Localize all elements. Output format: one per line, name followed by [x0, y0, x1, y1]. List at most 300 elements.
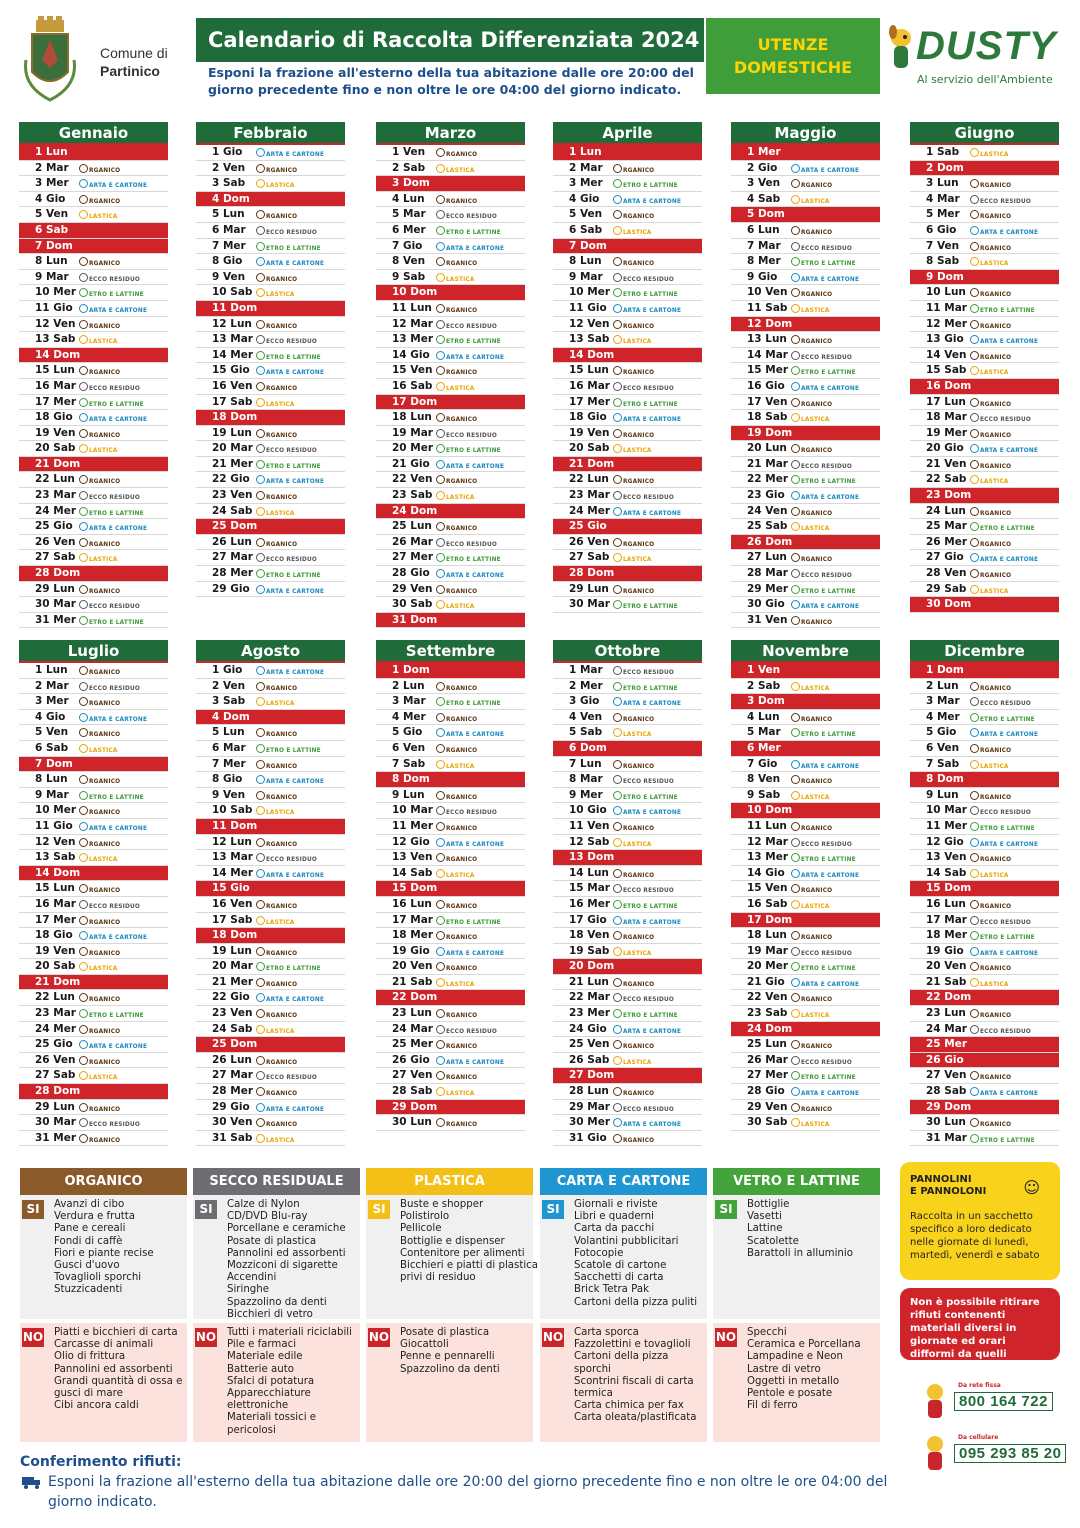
collection-tag: RGANICO: [79, 164, 120, 175]
day-label: 7 Gio: [392, 239, 423, 252]
collection-tag: RGANICO: [970, 1071, 1011, 1082]
day-label: 21 Mer: [212, 457, 254, 470]
day-row: [19, 519, 168, 535]
collection-tag: LASTICA: [256, 1134, 295, 1145]
day-row: [731, 332, 880, 348]
collection-tag: ETRO E LATTINE: [256, 569, 321, 580]
day-row: [731, 819, 880, 835]
day-label: 10 Dom: [747, 804, 793, 817]
collection-tag: RGANICO: [436, 1009, 477, 1020]
day-row: [376, 772, 525, 788]
si-badge: SI: [368, 1200, 390, 1219]
day-row: [731, 928, 880, 944]
collection-tag: RGANICO: [791, 822, 832, 833]
day-label: 3 Mer: [35, 177, 69, 190]
day-label: 27 Sab: [569, 551, 610, 564]
day-row: [19, 270, 168, 286]
day-label: 21 Dom: [35, 975, 81, 988]
day-row: [731, 161, 880, 177]
collection-tag: LASTICA: [970, 760, 1009, 771]
day-row: [196, 285, 345, 301]
collection-tag: LASTICA: [79, 744, 118, 755]
collection-tag: RGANICO: [436, 304, 477, 315]
day-label: 19 Gio: [392, 944, 430, 957]
day-label: 16 Mar: [569, 379, 610, 392]
day-row: [553, 694, 702, 710]
day-label: 12 Mar: [747, 835, 788, 848]
day-row: [553, 223, 702, 239]
day-row: [376, 1084, 525, 1100]
day-row: [553, 285, 702, 301]
day-label: 9 Gio: [747, 270, 778, 283]
day-label: 17 Sab: [212, 395, 253, 408]
day-label: 21 Gio: [392, 457, 430, 470]
day-label: 8 Lun: [35, 255, 68, 268]
collection-tag: RGANICO: [436, 744, 477, 755]
collection-tag: ETRO E LATTINE: [613, 600, 678, 611]
day-label: 2 Dom: [926, 161, 964, 174]
collection-tag: ECCO RESIDUO: [79, 900, 140, 911]
day-label: 26 Ven: [35, 1053, 76, 1066]
collection-tag: RGANICO: [436, 900, 477, 911]
day-label: 30 Sab: [392, 598, 433, 611]
collection-tag: ARTA E CARTONE: [256, 148, 324, 159]
collection-tag: ARTA E CARTONE: [613, 304, 681, 315]
collection-tag: RGANICO: [613, 978, 654, 989]
day-row: [196, 176, 345, 192]
day-row: [19, 317, 168, 333]
day-label: 23 Mar: [569, 489, 610, 502]
day-row: [19, 1100, 168, 1116]
day-label: 20 Ven: [392, 960, 433, 973]
day-label: 7 Dom: [35, 239, 73, 252]
collection-tag: LASTICA: [436, 978, 475, 989]
day-row: [553, 1100, 702, 1116]
day-row: [19, 819, 168, 835]
legend-no: [20, 1323, 187, 1442]
day-row: [553, 426, 702, 442]
day-row: [731, 881, 880, 897]
day-label: 16 Sab: [747, 897, 788, 910]
day-row: [196, 710, 345, 726]
day-label: 29 Ven: [392, 582, 433, 595]
day-label: 5 Ven: [35, 726, 69, 739]
day-row: [196, 959, 345, 975]
day-label: 1 Lun: [35, 664, 68, 676]
day-label: 19 Mar: [747, 944, 788, 957]
day-row: [553, 254, 702, 270]
day-row: [553, 803, 702, 819]
collection-tag: ETRO E LATTINE: [970, 522, 1035, 533]
day-row: [910, 207, 1059, 223]
day-label: 28 Dom: [35, 567, 81, 580]
day-row: [19, 741, 168, 757]
day-label: 10 Mar: [926, 804, 967, 817]
collection-tag: ECCO RESIDUO: [436, 806, 497, 817]
day-row: [19, 1037, 168, 1053]
phone-landline-label: Da rete fissa: [958, 1382, 1001, 1389]
collection-tag: RGANICO: [970, 179, 1011, 190]
collection-tag: RGANICO: [79, 728, 120, 739]
collection-tag: ARTA E CARTONE: [791, 273, 859, 284]
day-label: 17 Dom: [392, 395, 438, 408]
day-label: 30 Lun: [926, 1116, 966, 1129]
day-label: 30 Dom: [926, 598, 972, 611]
day-label: 22 Gio: [212, 473, 250, 486]
collection-tag: ETRO E LATTINE: [79, 791, 144, 802]
day-row: [196, 317, 345, 333]
day-label: 12 Ven: [35, 317, 76, 330]
day-label: 14 Sab: [392, 866, 433, 879]
day-label: 7 Dom: [35, 757, 73, 770]
day-label: 23 Mer: [569, 1007, 611, 1020]
collection-tag: LASTICA: [436, 273, 475, 284]
day-label: 7 Sab: [392, 757, 426, 770]
day-row: [376, 239, 525, 255]
day-row: [910, 1115, 1059, 1131]
collection-tag: ECCO RESIDUO: [256, 553, 317, 564]
day-row: [910, 582, 1059, 598]
collection-tag: ARTA E CARTONE: [79, 713, 147, 724]
day-label: 3 Ven: [747, 177, 781, 190]
collection-tag: RGANICO: [970, 682, 1011, 693]
day-row: [553, 488, 702, 504]
day-label: 22 Lun: [569, 473, 609, 486]
day-label: 30 Mar: [35, 1116, 76, 1129]
day-row: [910, 426, 1059, 442]
collection-tag: ECCO RESIDUO: [79, 491, 140, 502]
day-row: [19, 835, 168, 851]
day-row: [553, 441, 702, 457]
legend-no-text: Carta sporca Fazzolettini e tovaglioli Cartoni della pizza sporchi Scontrini fiscali di carta termica Carta chimica per fax Carta oleata/plastificata: [574, 1327, 697, 1424]
collection-tag: ETRO E LATTINE: [79, 1009, 144, 1020]
phone-landline-number[interactable]: 800 164 722: [954, 1392, 1053, 1411]
day-label: 9 Ven: [212, 270, 246, 283]
collection-tag: RGANICO: [613, 585, 654, 596]
day-row: [731, 1115, 880, 1131]
day-row: [553, 866, 702, 882]
day-row: [910, 363, 1059, 379]
day-row: [910, 550, 1059, 566]
day-row: [731, 535, 880, 551]
day-label: 24 Sab: [212, 1022, 253, 1035]
day-label: 12 Lun: [212, 317, 252, 330]
day-label: 5 Gio: [926, 726, 957, 739]
collection-tag: ETRO E LATTINE: [791, 257, 856, 268]
day-row: [553, 959, 702, 975]
day-label: 9 Sab: [747, 788, 781, 801]
day-label: 23 Dom: [926, 489, 972, 502]
month-title: Agosto: [196, 640, 345, 663]
collection-tag: RGANICO: [436, 962, 477, 973]
day-row: [19, 395, 168, 411]
collection-tag: LASTICA: [613, 838, 652, 849]
day-row: [731, 395, 880, 411]
day-row: [910, 1100, 1059, 1116]
phone-mobile-number[interactable]: 095 293 85 20: [954, 1444, 1066, 1463]
collection-tag: ECCO RESIDUO: [791, 1056, 852, 1067]
day-row: [910, 663, 1059, 679]
day-row: [910, 913, 1059, 929]
day-row: [731, 363, 880, 379]
collection-tag: LASTICA: [79, 444, 118, 455]
collection-tag: LASTICA: [79, 553, 118, 564]
si-badge: SI: [542, 1200, 564, 1219]
collection-tag: RGANICO: [436, 257, 477, 268]
day-label: 10 Mer: [569, 286, 611, 299]
day-row: [553, 207, 702, 223]
day-row: [731, 348, 880, 364]
day-label: 8 Gio: [212, 773, 243, 786]
collection-tag: RGANICO: [79, 993, 120, 1004]
day-row: [731, 835, 880, 851]
crest-icon: [22, 16, 78, 102]
day-row: [196, 207, 345, 223]
collection-tag: ARTA E CARTONE: [256, 666, 324, 677]
day-row: [910, 741, 1059, 757]
day-row: [19, 457, 168, 473]
collection-tag: RGANICO: [256, 429, 297, 440]
day-label: 18 Gio: [35, 929, 73, 942]
day-row: [910, 488, 1059, 504]
day-label: 4 Dom: [212, 710, 250, 723]
legend-3: [540, 1168, 707, 1446]
collection-tag: ARTA E CARTONE: [436, 1056, 504, 1067]
day-row: [553, 597, 702, 613]
day-row: [196, 850, 345, 866]
day-row: [196, 1084, 345, 1100]
collection-tag: RGANICO: [970, 288, 1011, 299]
collection-tag: ARTA E CARTONE: [256, 775, 324, 786]
collection-tag: ETRO E LATTINE: [791, 728, 856, 739]
day-row: [910, 192, 1059, 208]
day-label: 15 Lun: [35, 364, 75, 377]
day-row: [376, 835, 525, 851]
si-badge: SI: [715, 1200, 737, 1219]
collection-tag: LASTICA: [613, 553, 652, 564]
collection-tag: RGANICO: [970, 460, 1011, 471]
day-row: [376, 1100, 525, 1116]
collection-tag: ECCO RESIDUO: [256, 853, 317, 864]
collection-tag: ECCO RESIDUO: [79, 382, 140, 393]
day-label: 14 Sab: [926, 866, 967, 879]
day-row: [731, 803, 880, 819]
day-row: [553, 395, 702, 411]
month-title: Giugno: [910, 122, 1059, 145]
collection-tag: ARTA E CARTONE: [79, 304, 147, 315]
collection-tag: ETRO E LATTINE: [791, 1071, 856, 1082]
day-label: 22 Mar: [569, 991, 610, 1004]
collection-tag: RGANICO: [791, 288, 832, 299]
day-label: 21 Dom: [569, 457, 615, 470]
day-row: [196, 772, 345, 788]
day-label: 6 Mar: [212, 741, 246, 754]
day-row: [19, 550, 168, 566]
day-row: [731, 975, 880, 991]
legend-si: [20, 1195, 187, 1323]
day-row: [553, 410, 702, 426]
day-label: 23 Sab: [392, 489, 433, 502]
day-row: [910, 145, 1059, 161]
collection-tag: ARTA E CARTONE: [436, 569, 504, 580]
collection-tag: RGANICO: [79, 585, 120, 596]
legend-si: [193, 1195, 360, 1323]
day-row: [910, 519, 1059, 535]
day-row: [910, 850, 1059, 866]
day-label: 11 Lun: [747, 819, 787, 832]
legend-title: CARTA E CARTONE: [540, 1168, 707, 1195]
day-row: [19, 145, 168, 161]
day-row: [731, 426, 880, 442]
collection-tag: LASTICA: [256, 1025, 295, 1036]
day-row: [731, 379, 880, 395]
collection-tag: ECCO RESIDUO: [970, 697, 1031, 708]
collection-tag: RGANICO: [256, 1056, 297, 1067]
day-label: 24 Lun: [926, 504, 966, 517]
day-row: [376, 566, 525, 582]
day-label: 12 Ven: [35, 835, 76, 848]
day-label: 22 Mer: [747, 473, 789, 486]
footer: [20, 1454, 900, 1512]
day-row: [553, 145, 702, 161]
collection-tag: ETRO E LATTINE: [436, 916, 501, 927]
day-row: [910, 710, 1059, 726]
day-label: 24 Dom: [392, 504, 438, 517]
day-label: 4 Mer: [926, 710, 960, 723]
day-row: [731, 788, 880, 804]
day-label: 6 Gio: [926, 223, 957, 236]
collection-tag: ECCO RESIDUO: [970, 413, 1031, 424]
no-badge: NO: [22, 1328, 44, 1347]
day-row: [196, 1131, 345, 1147]
day-label: 10 Mer: [35, 286, 77, 299]
collection-tag: ECCO RESIDUO: [256, 335, 317, 346]
day-row: [376, 959, 525, 975]
day-label: 25 Lun: [747, 1038, 787, 1051]
day-row: [19, 975, 168, 991]
month-2: [376, 122, 525, 628]
day-label: 11 Gio: [569, 301, 607, 314]
legend-no: [540, 1323, 707, 1442]
comune-label: [100, 44, 168, 80]
day-row: [19, 1053, 168, 1069]
day-label: 7 Mer: [212, 239, 246, 252]
day-row: [553, 725, 702, 741]
collection-tag: ETRO E LATTINE: [436, 553, 501, 564]
day-label: 17 Mar: [392, 913, 433, 926]
collection-tag: ARTA E CARTONE: [613, 916, 681, 927]
collection-tag: LASTICA: [791, 304, 830, 315]
day-row: [553, 472, 702, 488]
month-11: [910, 640, 1059, 1146]
day-label: 7 Mer: [212, 757, 246, 770]
day-row: [731, 944, 880, 960]
day-label: 20 Mar: [212, 442, 253, 455]
day-row: [19, 944, 168, 960]
collection-tag: LASTICA: [436, 1087, 475, 1098]
day-label: 8 Gio: [212, 255, 243, 268]
collection-tag: RGANICO: [791, 335, 832, 346]
phone-landline: [920, 1382, 1048, 1426]
day-label: 13 Lun: [747, 333, 787, 346]
day-label: 10 Lun: [926, 286, 966, 299]
collection-tag: LASTICA: [613, 335, 652, 346]
day-label: 8 Dom: [392, 773, 430, 786]
day-row: [196, 1006, 345, 1022]
day-label: 24 Mer: [35, 1022, 77, 1035]
day-row: [19, 161, 168, 177]
day-row: [731, 1100, 880, 1116]
day-row: [910, 866, 1059, 882]
day-row: [376, 207, 525, 223]
day-label: 11 Dom: [212, 301, 258, 314]
day-row: [376, 192, 525, 208]
day-label: 6 Sab: [569, 223, 603, 236]
month-title: Luglio: [19, 640, 168, 663]
day-row: [19, 379, 168, 395]
day-row: [376, 1053, 525, 1069]
collection-tag: LASTICA: [970, 869, 1009, 880]
day-row: [376, 410, 525, 426]
month-3: [553, 122, 702, 613]
collection-tag: RGANICO: [256, 1009, 297, 1020]
day-label: 28 Ven: [926, 567, 967, 580]
collection-tag: ARTA E CARTONE: [970, 838, 1038, 849]
day-row: [910, 379, 1059, 395]
day-row: [196, 1022, 345, 1038]
collection-tag: RGANICO: [436, 366, 477, 377]
legend-no: [713, 1323, 880, 1442]
collection-tag: ETRO E LATTINE: [436, 444, 501, 455]
day-row: [910, 332, 1059, 348]
collection-tag: ETRO E LATTINE: [791, 475, 856, 486]
day-label: 27 Sab: [35, 1069, 76, 1082]
day-row: [731, 301, 880, 317]
collection-tag: ETRO E LATTINE: [256, 962, 321, 973]
collection-tag: RGANICO: [613, 1040, 654, 1051]
day-row: [731, 772, 880, 788]
day-label: 10 Mar: [392, 804, 433, 817]
day-label: 3 Mer: [35, 695, 69, 708]
collection-tag: ARTA E CARTONE: [970, 553, 1038, 564]
day-label: 13 Dom: [569, 851, 615, 864]
collection-tag: ARTA E CARTONE: [791, 600, 859, 611]
day-label: 15 Dom: [392, 882, 438, 895]
day-label: 24 Gio: [569, 1022, 607, 1035]
day-row: [196, 145, 345, 161]
day-row: [376, 725, 525, 741]
day-row: [553, 301, 702, 317]
day-label: 15 Sab: [926, 364, 967, 377]
day-label: 14 Dom: [35, 866, 81, 879]
day-row: [19, 410, 168, 426]
collection-tag: LASTICA: [970, 978, 1009, 989]
collection-tag: RGANICO: [970, 900, 1011, 911]
day-row: [196, 803, 345, 819]
collection-tag: RGANICO: [791, 993, 832, 1004]
day-row: [376, 803, 525, 819]
day-label: 26 Lun: [212, 535, 252, 548]
day-label: 1 Mar: [569, 664, 603, 676]
day-label: 2 Gio: [747, 161, 778, 174]
collection-tag: RGANICO: [79, 538, 120, 549]
day-label: 25 Mer: [926, 1038, 968, 1051]
day-row: [376, 519, 525, 535]
day-row: [553, 710, 702, 726]
day-row: [19, 192, 168, 208]
day-label: 6 Sab: [35, 223, 69, 236]
day-label: 14 Mer: [212, 866, 254, 879]
